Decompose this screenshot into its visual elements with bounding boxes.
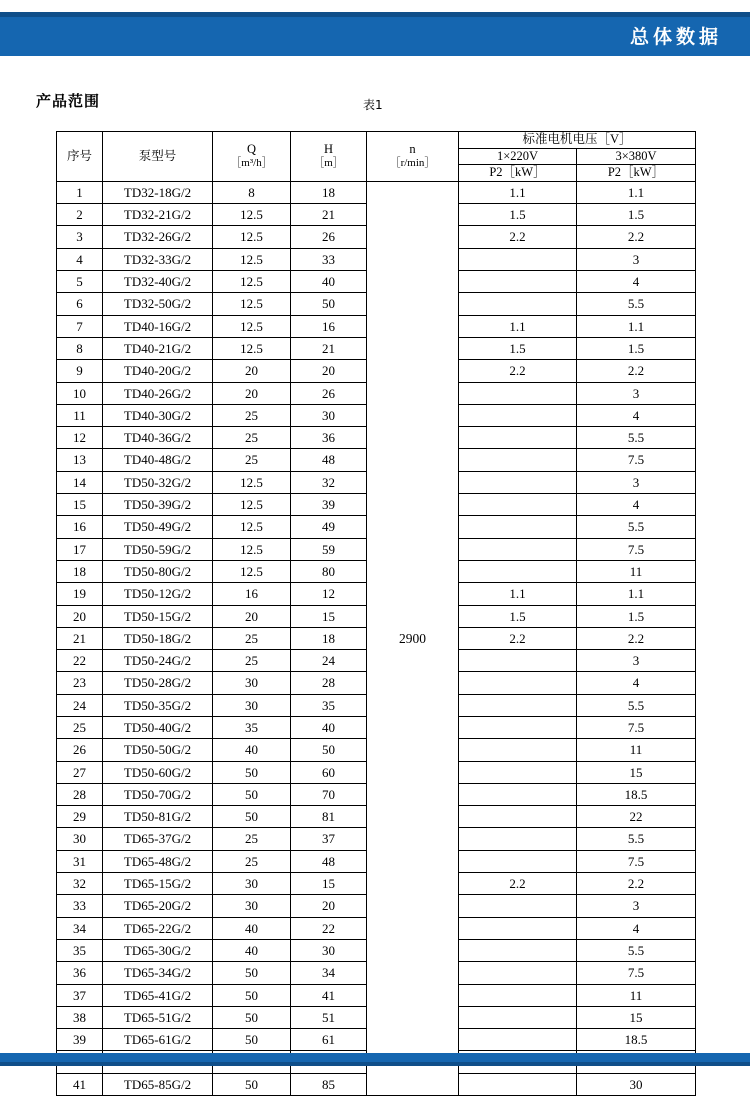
cell-p2-1phase	[459, 806, 577, 828]
header-model: 泵型号	[103, 132, 213, 182]
cell-p2-3phase: 1.1	[577, 583, 696, 605]
cell-head: 15	[291, 873, 367, 895]
cell-p2-3phase: 7.5	[577, 962, 696, 984]
cell-p2-3phase: 3	[577, 471, 696, 493]
cell-head: 80	[291, 560, 367, 582]
cell-p2-1phase: 1.5	[459, 605, 577, 627]
cell-no: 36	[57, 962, 103, 984]
cell-head: 40	[291, 271, 367, 293]
cell-flow: 30	[213, 895, 291, 917]
cell-model: TD32-18G/2	[103, 181, 213, 203]
cell-head: 60	[291, 761, 367, 783]
cell-head: 21	[291, 337, 367, 359]
cell-head: 81	[291, 806, 367, 828]
cell-head: 32	[291, 471, 367, 493]
cell-p2-3phase: 15	[577, 761, 696, 783]
cell-p2-3phase: 7.5	[577, 538, 696, 560]
cell-p2-1phase	[459, 739, 577, 761]
cell-model: TD65-51G/2	[103, 1006, 213, 1028]
cell-flow: 50	[213, 783, 291, 805]
cell-p2-3phase: 1.1	[577, 315, 696, 337]
cell-flow: 25	[213, 627, 291, 649]
cell-no: 30	[57, 828, 103, 850]
cell-no: 2	[57, 204, 103, 226]
cell-flow: 50	[213, 962, 291, 984]
cell-no: 3	[57, 226, 103, 248]
cell-flow: 12.5	[213, 560, 291, 582]
cell-no: 5	[57, 271, 103, 293]
cell-flow: 50	[213, 761, 291, 783]
cell-head: 50	[291, 739, 367, 761]
cell-model: TD65-41G/2	[103, 984, 213, 1006]
table-body	[57, 181, 696, 1095]
page-header-title: 总体数据	[629, 26, 722, 48]
cell-model: TD50-12G/2	[103, 583, 213, 605]
cell-head: 34	[291, 962, 367, 984]
cell-head: 39	[291, 494, 367, 516]
cell-flow: 25	[213, 650, 291, 672]
header-p2-3phase: P2［kW］	[577, 165, 696, 182]
cell-p2-1phase	[459, 1006, 577, 1028]
cell-p2-1phase: 1.1	[459, 181, 577, 203]
cell-model: TD40-20G/2	[103, 360, 213, 382]
header-no: 序号	[57, 132, 103, 182]
cell-head: 48	[291, 850, 367, 872]
cell-model: TD65-85G/2	[103, 1073, 213, 1095]
cell-model: TD50-60G/2	[103, 761, 213, 783]
cell-p2-3phase: 5.5	[577, 828, 696, 850]
cell-p2-1phase	[459, 828, 577, 850]
cell-head: 33	[291, 248, 367, 270]
cell-head: 18	[291, 181, 367, 203]
cell-model: TD50-24G/2	[103, 650, 213, 672]
cell-model: TD40-21G/2	[103, 337, 213, 359]
cell-p2-3phase: 5.5	[577, 694, 696, 716]
cell-flow: 30	[213, 873, 291, 895]
cell-flow: 12.5	[213, 337, 291, 359]
page-footer-accent-line	[0, 1062, 750, 1066]
cell-model: TD50-70G/2	[103, 783, 213, 805]
cell-head: 40	[291, 717, 367, 739]
cell-p2-3phase: 11	[577, 739, 696, 761]
cell-flow: 12.5	[213, 204, 291, 226]
cell-p2-3phase: 1.5	[577, 204, 696, 226]
cell-p2-3phase: 7.5	[577, 850, 696, 872]
cell-p2-1phase	[459, 694, 577, 716]
cell-model: TD65-34G/2	[103, 962, 213, 984]
cell-head: 61	[291, 1029, 367, 1051]
header-voltage-group: 标准电机电压［V］	[459, 132, 696, 149]
cell-model: TD50-40G/2	[103, 717, 213, 739]
cell-p2-3phase: 7.5	[577, 449, 696, 471]
cell-model: TD50-39G/2	[103, 494, 213, 516]
cell-no: 1	[57, 181, 103, 203]
cell-flow: 12.5	[213, 271, 291, 293]
cell-p2-1phase: 1.5	[459, 337, 577, 359]
cell-flow: 50	[213, 1073, 291, 1095]
cell-p2-1phase: 1.1	[459, 315, 577, 337]
cell-no: 35	[57, 939, 103, 961]
header-head	[291, 132, 367, 182]
cell-head: 49	[291, 516, 367, 538]
header-head-unit: ［m］	[313, 157, 344, 170]
cell-model: TD65-22G/2	[103, 917, 213, 939]
cell-p2-1phase	[459, 650, 577, 672]
cell-p2-1phase	[459, 783, 577, 805]
cell-no: 27	[57, 761, 103, 783]
cell-p2-1phase	[459, 382, 577, 404]
header-head-symbol: H	[323, 141, 334, 156]
cell-no: 19	[57, 583, 103, 605]
cell-model: TD32-50G/2	[103, 293, 213, 315]
cell-no: 26	[57, 739, 103, 761]
cell-p2-1phase	[459, 1073, 577, 1095]
cell-model: TD65-20G/2	[103, 895, 213, 917]
cell-no: 41	[57, 1073, 103, 1095]
cell-model: TD50-80G/2	[103, 560, 213, 582]
cell-model: TD40-26G/2	[103, 382, 213, 404]
cell-flow: 12.5	[213, 315, 291, 337]
cell-model: TD32-33G/2	[103, 248, 213, 270]
cell-flow: 20	[213, 605, 291, 627]
header-speed-symbol: n	[409, 141, 416, 156]
header-accent-line	[0, 12, 750, 17]
cell-no: 20	[57, 605, 103, 627]
cell-p2-1phase	[459, 494, 577, 516]
cell-no: 33	[57, 895, 103, 917]
cell-p2-3phase: 4	[577, 404, 696, 426]
cell-no: 24	[57, 694, 103, 716]
cell-p2-1phase	[459, 427, 577, 449]
cell-p2-1phase: 2.2	[459, 627, 577, 649]
cell-p2-1phase	[459, 248, 577, 270]
header-flow-symbol: Q	[246, 141, 257, 156]
cell-p2-3phase: 2.2	[577, 226, 696, 248]
cell-no: 32	[57, 873, 103, 895]
cell-p2-1phase	[459, 271, 577, 293]
cell-flow: 25	[213, 427, 291, 449]
cell-model: TD40-36G/2	[103, 427, 213, 449]
cell-p2-1phase: 2.2	[459, 873, 577, 895]
cell-p2-1phase: 1.1	[459, 583, 577, 605]
cell-head: 30	[291, 404, 367, 426]
cell-p2-1phase: 1.5	[459, 204, 577, 226]
cell-no: 25	[57, 717, 103, 739]
cell-model: TD50-81G/2	[103, 806, 213, 828]
cell-flow: 12.5	[213, 293, 291, 315]
cell-head: 30	[291, 939, 367, 961]
cell-no: 12	[57, 427, 103, 449]
cell-p2-3phase: 15	[577, 1006, 696, 1028]
cell-flow: 12.5	[213, 538, 291, 560]
cell-p2-3phase: 7.5	[577, 717, 696, 739]
cell-head: 24	[291, 650, 367, 672]
cell-flow: 25	[213, 404, 291, 426]
cell-p2-3phase: 4	[577, 494, 696, 516]
cell-p2-3phase: 2.2	[577, 627, 696, 649]
cell-p2-1phase: 2.2	[459, 360, 577, 382]
cell-head: 85	[291, 1073, 367, 1095]
cell-p2-1phase	[459, 672, 577, 694]
cell-p2-1phase: 2.2	[459, 226, 577, 248]
cell-p2-3phase: 18.5	[577, 783, 696, 805]
cell-p2-3phase: 22	[577, 806, 696, 828]
cell-flow: 50	[213, 984, 291, 1006]
cell-p2-3phase: 3	[577, 895, 696, 917]
cell-p2-1phase	[459, 984, 577, 1006]
cell-p2-3phase: 4	[577, 917, 696, 939]
cell-p2-1phase	[459, 449, 577, 471]
cell-no: 14	[57, 471, 103, 493]
cell-model: TD65-48G/2	[103, 850, 213, 872]
product-range-table	[56, 131, 696, 1096]
cell-head: 35	[291, 694, 367, 716]
cell-no: 15	[57, 494, 103, 516]
cell-p2-3phase: 30	[577, 1073, 696, 1095]
cell-model: TD50-28G/2	[103, 672, 213, 694]
cell-p2-1phase	[459, 404, 577, 426]
cell-speed: 2900	[367, 181, 459, 1095]
cell-p2-3phase: 1.1	[577, 181, 696, 203]
cell-flow: 30	[213, 672, 291, 694]
cell-p2-3phase: 3	[577, 650, 696, 672]
cell-head: 20	[291, 895, 367, 917]
cell-no: 29	[57, 806, 103, 828]
cell-flow: 40	[213, 939, 291, 961]
cell-model: TD65-15G/2	[103, 873, 213, 895]
cell-p2-3phase: 5.5	[577, 516, 696, 538]
section-title: 产品范围	[36, 92, 101, 110]
cell-head: 22	[291, 917, 367, 939]
cell-p2-3phase: 18.5	[577, 1029, 696, 1051]
cell-no: 21	[57, 627, 103, 649]
cell-no: 38	[57, 1006, 103, 1028]
cell-p2-3phase: 1.5	[577, 605, 696, 627]
cell-no: 34	[57, 917, 103, 939]
cell-p2-1phase	[459, 717, 577, 739]
header-voltage-1phase: 1×220V	[459, 148, 577, 165]
cell-p2-1phase	[459, 293, 577, 315]
header-flow-unit: ［m³/h］	[230, 157, 273, 170]
product-range-table-wrapper	[56, 131, 695, 1096]
cell-flow: 16	[213, 583, 291, 605]
table-header-row-1	[57, 132, 696, 149]
cell-no: 7	[57, 315, 103, 337]
cell-no: 39	[57, 1029, 103, 1051]
cell-model: TD40-16G/2	[103, 315, 213, 337]
cell-flow: 12.5	[213, 226, 291, 248]
cell-head: 59	[291, 538, 367, 560]
cell-head: 36	[291, 427, 367, 449]
cell-flow: 40	[213, 917, 291, 939]
header-speed	[367, 132, 459, 182]
cell-flow: 25	[213, 850, 291, 872]
cell-no: 16	[57, 516, 103, 538]
cell-p2-3phase: 2.2	[577, 873, 696, 895]
cell-no: 13	[57, 449, 103, 471]
cell-flow: 35	[213, 717, 291, 739]
cell-no: 23	[57, 672, 103, 694]
cell-flow: 20	[213, 360, 291, 382]
cell-flow: 25	[213, 449, 291, 471]
cell-flow: 8	[213, 181, 291, 203]
cell-model: TD50-18G/2	[103, 627, 213, 649]
cell-no: 28	[57, 783, 103, 805]
page-footer-bar	[0, 1053, 750, 1062]
cell-p2-1phase	[459, 850, 577, 872]
cell-head: 16	[291, 315, 367, 337]
cell-flow: 12.5	[213, 248, 291, 270]
cell-model: TD40-30G/2	[103, 404, 213, 426]
cell-p2-1phase	[459, 939, 577, 961]
cell-model: TD50-35G/2	[103, 694, 213, 716]
cell-no: 31	[57, 850, 103, 872]
cell-no: 4	[57, 248, 103, 270]
cell-model: TD50-50G/2	[103, 739, 213, 761]
page-header	[0, 0, 750, 62]
cell-no: 8	[57, 337, 103, 359]
table-header	[57, 132, 696, 182]
cell-head: 21	[291, 204, 367, 226]
cell-no: 18	[57, 560, 103, 582]
cell-p2-1phase	[459, 917, 577, 939]
cell-model: TD65-37G/2	[103, 828, 213, 850]
cell-head: 20	[291, 360, 367, 382]
cell-p2-3phase: 11	[577, 984, 696, 1006]
cell-p2-3phase: 5.5	[577, 939, 696, 961]
cell-flow: 25	[213, 828, 291, 850]
cell-p2-3phase: 3	[577, 382, 696, 404]
cell-p2-3phase: 2.2	[577, 360, 696, 382]
cell-head: 15	[291, 605, 367, 627]
table-row	[57, 181, 696, 203]
header-speed-unit: ［r/min］	[389, 157, 436, 170]
cell-p2-3phase: 4	[577, 672, 696, 694]
cell-flow: 40	[213, 739, 291, 761]
cell-p2-3phase: 1.5	[577, 337, 696, 359]
cell-model: TD50-59G/2	[103, 538, 213, 560]
cell-p2-1phase	[459, 761, 577, 783]
cell-head: 26	[291, 226, 367, 248]
header-flow	[213, 132, 291, 182]
cell-no: 10	[57, 382, 103, 404]
cell-flow: 30	[213, 694, 291, 716]
cell-head: 48	[291, 449, 367, 471]
cell-head: 51	[291, 1006, 367, 1028]
cell-model: TD32-40G/2	[103, 271, 213, 293]
cell-p2-1phase	[459, 538, 577, 560]
cell-p2-3phase: 11	[577, 560, 696, 582]
cell-p2-3phase: 5.5	[577, 427, 696, 449]
cell-head: 28	[291, 672, 367, 694]
cell-flow: 20	[213, 382, 291, 404]
cell-p2-1phase	[459, 962, 577, 984]
cell-no: 9	[57, 360, 103, 382]
cell-p2-1phase	[459, 471, 577, 493]
cell-head: 41	[291, 984, 367, 1006]
cell-p2-1phase	[459, 895, 577, 917]
cell-no: 37	[57, 984, 103, 1006]
header-voltage-3phase: 3×380V	[577, 148, 696, 165]
cell-head: 18	[291, 627, 367, 649]
cell-p2-3phase: 3	[577, 248, 696, 270]
cell-no: 22	[57, 650, 103, 672]
cell-head: 12	[291, 583, 367, 605]
cell-flow: 50	[213, 1006, 291, 1028]
cell-p2-3phase: 5.5	[577, 293, 696, 315]
cell-no: 6	[57, 293, 103, 315]
cell-model: TD32-26G/2	[103, 226, 213, 248]
cell-flow: 50	[213, 1029, 291, 1051]
cell-head: 70	[291, 783, 367, 805]
cell-no: 11	[57, 404, 103, 426]
cell-model: TD40-48G/2	[103, 449, 213, 471]
cell-flow: 12.5	[213, 471, 291, 493]
cell-head: 50	[291, 293, 367, 315]
table-caption: 表1	[363, 98, 383, 112]
header-p2-1phase: P2［kW］	[459, 165, 577, 182]
cell-flow: 12.5	[213, 494, 291, 516]
cell-p2-1phase	[459, 560, 577, 582]
cell-model: TD50-49G/2	[103, 516, 213, 538]
cell-model: TD50-32G/2	[103, 471, 213, 493]
cell-no: 17	[57, 538, 103, 560]
cell-head: 26	[291, 382, 367, 404]
cell-model: TD65-61G/2	[103, 1029, 213, 1051]
cell-p2-1phase	[459, 516, 577, 538]
cell-p2-1phase	[459, 1029, 577, 1051]
cell-flow: 50	[213, 806, 291, 828]
cell-model: TD50-15G/2	[103, 605, 213, 627]
cell-model: TD65-30G/2	[103, 939, 213, 961]
cell-p2-3phase: 4	[577, 271, 696, 293]
cell-head: 37	[291, 828, 367, 850]
cell-flow: 12.5	[213, 516, 291, 538]
cell-model: TD32-21G/2	[103, 204, 213, 226]
